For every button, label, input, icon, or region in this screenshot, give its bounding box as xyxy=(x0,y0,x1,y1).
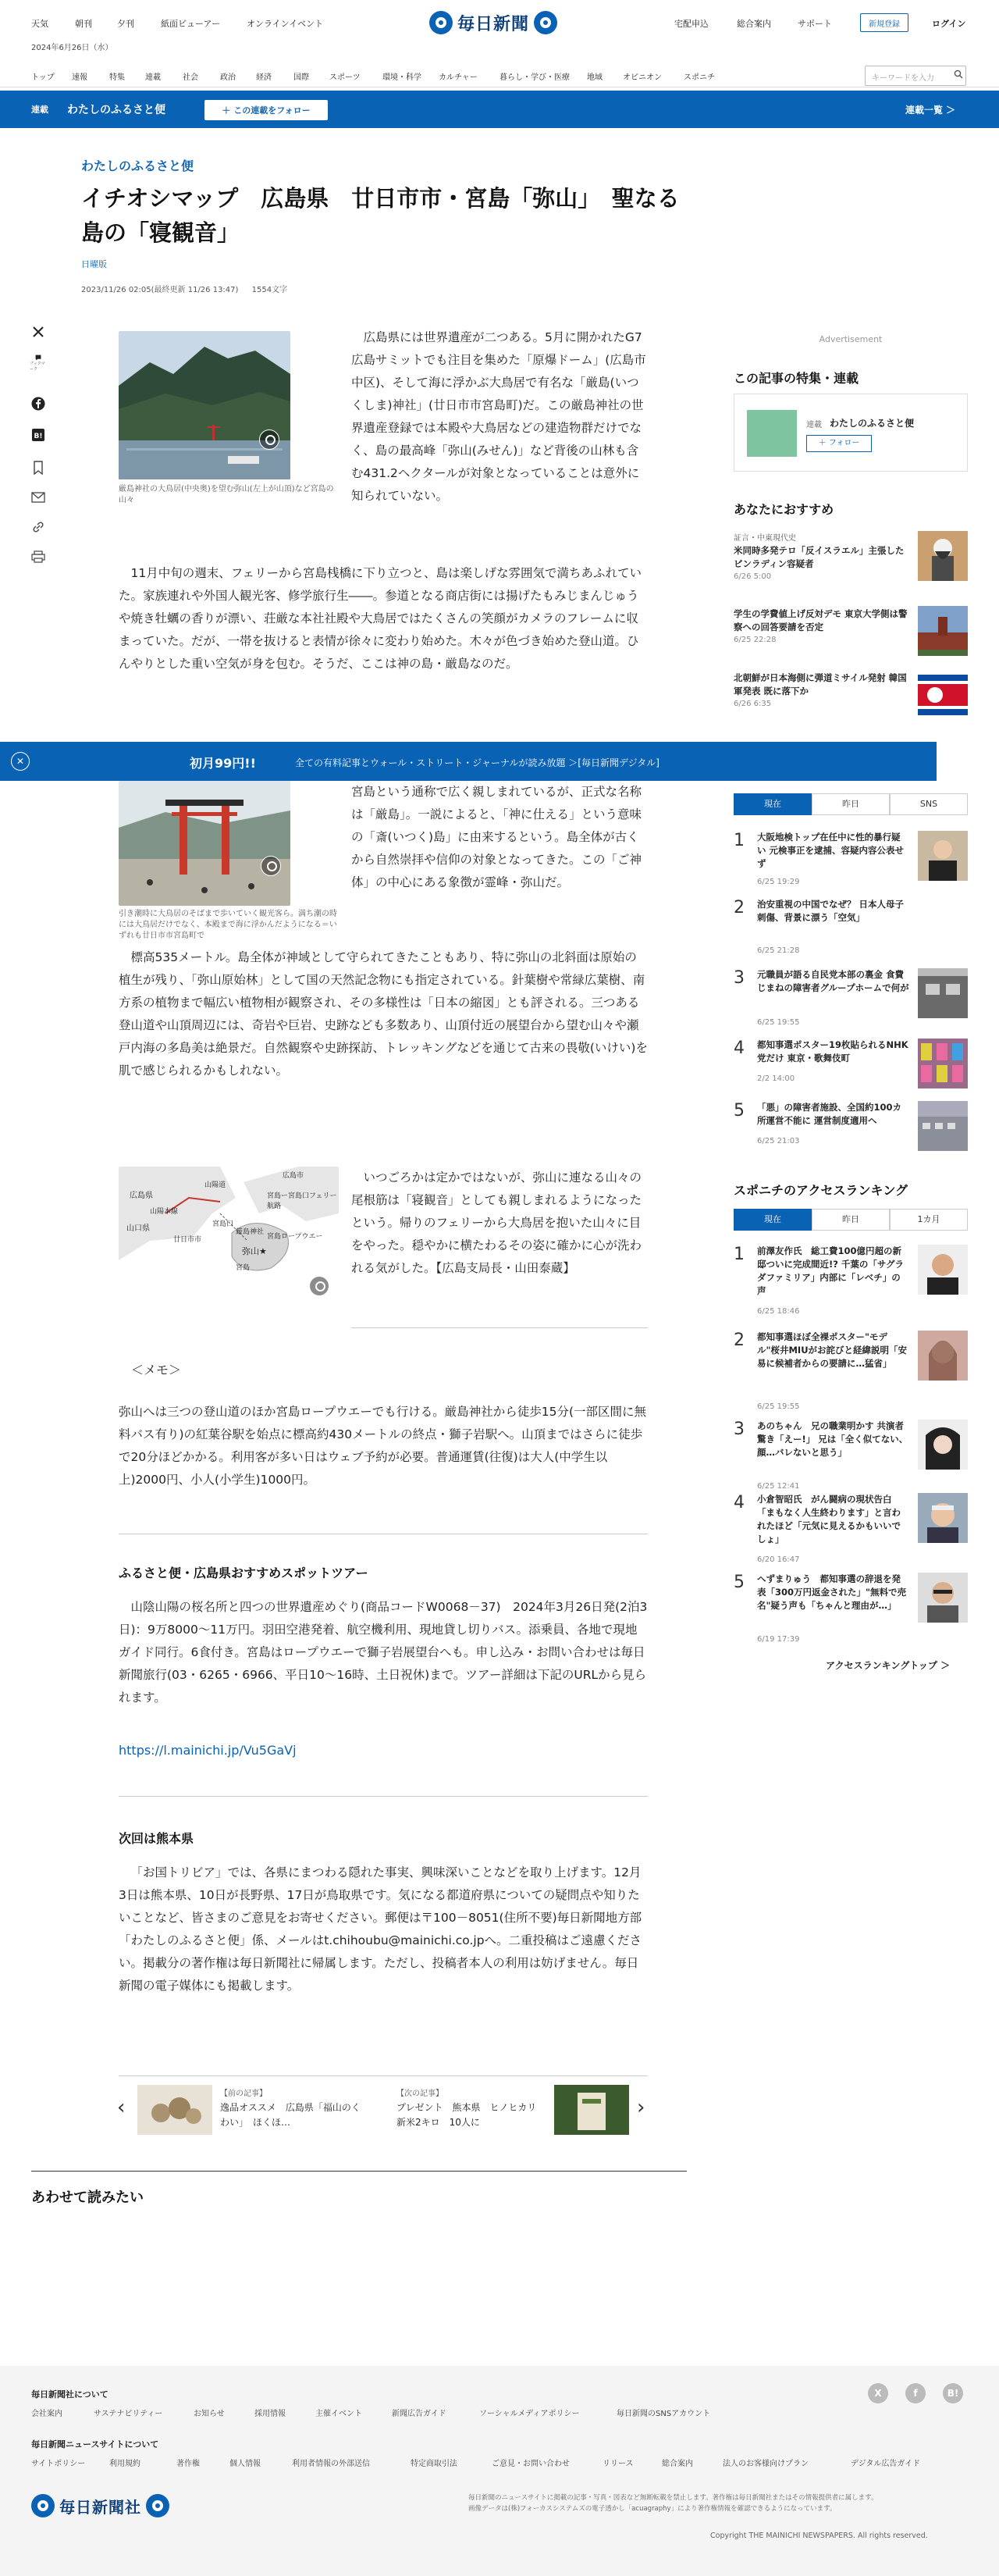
logo-mark-icon xyxy=(146,2494,169,2517)
search-icon[interactable] xyxy=(954,69,963,79)
next-text: 「お国トリビア」では、各県にまつわる隠れた事実、興味深いことなどを取り上げます。12月3日は熊本県、10日が長野県、17日が鳥取県です。気になる都道府県についての疑問点や知りたいことなど、皆さまのご意見をお寄せください。郵便は〒100－8051(住所不要)毎日新聞地方部「わたしのふるさと便」係、メールはt.chihoubu@mainichi.co.jpへ。二重投稿はご遠慮ください。掲載分の著作権は毎日新聞社に帰属します。ただし、投稿者本人の利用は妨げません。毎日新聞の電子媒体にも掲載します。 xyxy=(119,1865,642,1993)
nav-top[interactable]: トップ xyxy=(31,73,55,82)
footer-link[interactable]: 特定商取引法 xyxy=(411,2460,457,2468)
divider xyxy=(31,2171,687,2172)
divider xyxy=(119,1796,648,1797)
x-share-icon[interactable] xyxy=(30,323,47,340)
guide-link[interactable]: 総合案内 xyxy=(737,19,771,29)
nav-economy[interactable]: 経済 xyxy=(256,73,272,82)
torii-gate-photo[interactable] xyxy=(119,781,290,906)
footer-link[interactable]: 個人情報 xyxy=(229,2460,261,2468)
logo-mark-icon xyxy=(31,2494,55,2517)
facebook-share-icon[interactable] xyxy=(30,395,47,412)
nav-culture[interactable]: カルチャー xyxy=(439,73,478,82)
divider xyxy=(351,1327,648,1328)
prev-label: 【前の記事】 xyxy=(220,2090,267,2098)
copyright: Copyright THE MAINICHI NEWSPAPERS. All rights reserved. xyxy=(710,2531,928,2540)
login-link[interactable]: ログイン xyxy=(932,19,966,29)
photo2-caption: 引き潮時に大鳥居のそばまで歩いていく観光客ら。満ち潮の時には大鳥居だけでなく、本殿まで海に浮かんだようになる＝いずれも廿日市市宮島町で xyxy=(119,910,337,940)
footer-logo[interactable]: 毎日新聞社 xyxy=(31,2494,169,2517)
paragraph-1: 広島県には世界遺産が二つある。5月に開かれたG7広島サミットでも注目を集めた「原爆ドーム」(広島市中区)、そして海に浮かぶ大鳥居で有名な「厳島(いつくしま)神社」(廿日市市宮島町)だ。この厳島神社の世界遺産登録では本殿や大鳥居などの建造物群だけでなく、島の最高峰「弥山(みせん)」など背後の山林も含む431.2ヘクタールが対象となっていることは意外に知られていない。 xyxy=(351,330,646,503)
svg-text:B!: B! xyxy=(34,433,43,440)
series-label: 連載 xyxy=(31,105,48,115)
promo-text[interactable]: 全ての有料記事とウォール・ストリート・ジャーナルが読み放題 ＞[毎日新聞デジタル] xyxy=(295,757,659,768)
miyajima-mountains-photo[interactable] xyxy=(119,331,290,479)
char-count: 1554文字 xyxy=(251,286,288,294)
footer-notice: 毎日新聞のニュースサイトに掲載の記事・写真・図表など無断転載を禁止します。著作権は毎日新聞社またはその情報提供者に属します。 画像データは(株)フォーカスシステムズの電子透かし「acuagraphy」により著作権情報を確認できるようになっています。 xyxy=(468,2494,878,2513)
ranking-item[interactable]: 2 治安重視の中国でなぜ？ 日本人母子刺傷、背景に漂う「空気」 6/25 21:28 xyxy=(734,898,905,955)
zoom-icon[interactable] xyxy=(261,856,281,876)
nav-series[interactable]: 連載 xyxy=(145,73,161,82)
footer-link[interactable]: 利用者情報の外部送信 xyxy=(292,2460,370,2468)
ranking-tabs xyxy=(734,793,968,815)
sponichi-heading: スポニチのアクセスランキング xyxy=(734,1183,908,1198)
zoom-icon[interactable] xyxy=(309,1276,329,1296)
sponichi-item[interactable]: 4 小倉智昭氏 がん闘病の現状告白「まもなく人生終わります」と言われたほど「元気に見えるかもいいでしょ」 6/20 16:47 xyxy=(734,1493,968,1563)
top-bar xyxy=(0,0,999,44)
nav-sponichi[interactable]: スポニチ xyxy=(684,73,715,82)
chevron-left-icon[interactable]: ‹ xyxy=(117,2096,126,2119)
link-copy-icon[interactable] xyxy=(30,518,47,536)
memo-text: 弥山へは三つの登山道のほか宮島ロープウエーでも行ける。厳島神社から徒歩15分(一部区間に無料バス有り)の紅葉谷駅を始点に標高約430メートルの終点・獅子岩駅へ。山頂まではさらに徒歩で20分ほどかかる。利用客が多い日はウェブ予約が必要。普通運賃(往復)は大人(中学生以上)2000円、小人(小学生)1000円。 xyxy=(119,1405,646,1487)
feature-thumb xyxy=(747,410,797,457)
series-list-link[interactable]: 連載一覧 ＞ xyxy=(905,105,956,116)
footer-site-heading: 毎日新聞ニュースサイトについて xyxy=(31,2439,159,2450)
sponichi-item[interactable]: 2 都知事選ほぼ全裸ポスター"モデル"桜井MIUがお詫びと経緯説明「安易に候補者からの要請に…猛省」 6/25 19:55 xyxy=(734,1331,968,1409)
facebook-social-icon[interactable]: f xyxy=(905,2383,926,2403)
area-map[interactable]: 広島県 山口県 山陽本線 宮島口 宮島ー宮島口フェリー航路 広島市 厳島神社 弥山★ 宮島 宮島ロープウエー 廿日市市 山陽道 xyxy=(119,1167,339,1307)
follow-series-button[interactable]: ＋ この連載をフォロー xyxy=(204,100,328,120)
article-tag[interactable]: 日曜版 xyxy=(81,259,107,269)
tab-yesterday[interactable]: 昨日 xyxy=(812,1209,890,1231)
footer-link[interactable]: 法人のお客様向けプラン xyxy=(723,2460,809,2468)
date-line: 2024年6月26日（水） xyxy=(31,44,113,52)
recommend-heading: あなたにおすすめ xyxy=(734,502,834,517)
footer xyxy=(0,2366,999,2576)
feature-heading: この記事の特集・連載 xyxy=(734,371,859,386)
footer-link[interactable]: ご意見・お問い合わせ xyxy=(492,2460,570,2468)
hatena-bookmark-icon[interactable]: ブックマーク xyxy=(30,355,47,372)
feature-follow-button[interactable]: ＋ フォロー xyxy=(806,435,872,452)
nav-society[interactable]: 社会 xyxy=(183,73,198,82)
print-icon[interactable] xyxy=(30,548,47,565)
footer-link[interactable]: 会社案内 xyxy=(31,2410,62,2418)
register-button[interactable]: 新規登録 xyxy=(860,13,908,32)
morning-edition-link[interactable]: 朝刊 xyxy=(75,19,92,29)
support-link[interactable]: サポート xyxy=(798,19,832,29)
footer-link[interactable]: 新聞広告ガイド xyxy=(392,2410,446,2418)
sponichi-item[interactable]: 1 前澤友作氏 総工費100億円超の新邸ついに完成間近!? 千葉の「サグラダファミリア」内部に「レベチ」の声 6/25 18:46 xyxy=(734,1245,968,1315)
sponichi-item[interactable]: 5 へずまりゅう 都知事選の辞退を発表「300万円返金された」"無料で売名"疑う声も「ちゃんと理由が…」 6/19 17:39 xyxy=(734,1573,968,1643)
footer-link[interactable]: 主催イベント xyxy=(315,2410,362,2418)
nav-breaking[interactable]: 速報 xyxy=(72,73,87,82)
photo1-caption: 厳島神社の大鳥居(中央奥)を望む弥山(左上が山頂)など宮島の山々 xyxy=(119,485,334,504)
footer-link[interactable]: リリース xyxy=(603,2460,634,2468)
footer-link[interactable]: サイトポリシー xyxy=(31,2460,86,2468)
promo-price: 初月99円!! xyxy=(190,756,256,771)
logo-mark-icon xyxy=(429,11,453,34)
next-heading: 次回は熊本県 xyxy=(119,1831,194,1846)
series-name[interactable]: わたしのふるさと便 xyxy=(67,104,165,116)
prev-article-thumb[interactable] xyxy=(137,2085,212,2135)
tab-now[interactable]: 現在 xyxy=(734,1209,812,1231)
mail-icon[interactable] xyxy=(30,489,47,506)
article-meta xyxy=(81,283,298,294)
footer-link[interactable]: お知らせ xyxy=(194,2410,225,2418)
tab-yesterday[interactable]: 昨日 xyxy=(812,793,890,815)
nav-region[interactable]: 地域 xyxy=(587,73,603,82)
footer-about-heading: 毎日新聞社について xyxy=(31,2389,108,2400)
paragraph-5: いつごろかは定かではないが、弥山に連なる山々の尾根筋は「寝観音」としても親しまれるようになったという。帰りのフェリーから大鳥居を抱いた山々に目をやった。穏やかに横たわるその姿に確かに心が洗われる気がした。【広島支局長・山田泰蔵】 xyxy=(351,1170,642,1275)
sponichi-tabs xyxy=(734,1209,968,1231)
paper-viewer-link[interactable]: 紙面ビューアー xyxy=(161,19,221,29)
footer-link[interactable]: デジタル広告ガイド xyxy=(851,2460,921,2468)
hatena-social-icon[interactable]: B! xyxy=(943,2383,963,2403)
tour-heading: ふるさと便・広島県おすすめスポットツアー xyxy=(119,1566,368,1580)
feature-name[interactable]: わたしのふるさと便 xyxy=(830,418,915,429)
weather-link[interactable]: 天気 xyxy=(31,19,48,29)
nav-feature[interactable]: 特集 xyxy=(109,73,125,82)
site-logo[interactable]: 毎日新聞 xyxy=(429,9,571,36)
footer-link[interactable]: サステナビリティー xyxy=(94,2410,163,2418)
delivery-link[interactable]: 宅配申込 xyxy=(674,19,709,29)
chevron-right-icon[interactable]: › xyxy=(637,2096,645,2119)
logo-mark-icon xyxy=(534,11,557,34)
article-kicker[interactable]: わたしのふるさと便 xyxy=(81,159,194,173)
subscription-banner[interactable] xyxy=(0,742,937,781)
recommend-item[interactable]: 北朝鮮が日本海側に弾道ミサイル発射 韓国軍発表 既に落下か 6/26 6:35 xyxy=(734,670,968,725)
tour-url-link[interactable]: https://l.mainichi.jp/Vu5GaVj xyxy=(119,1743,297,1758)
footer-link[interactable]: 利用規約 xyxy=(109,2460,140,2468)
next-label: 【次の記事】 xyxy=(396,2090,443,2098)
online-event-link[interactable]: オンラインイベント xyxy=(247,19,324,29)
ranking-item[interactable]: 5 「悪」の障害者施設、全国約100カ所運営不能に 運営制度適用へ 6/25 21:03 xyxy=(734,1101,968,1156)
tab-sns[interactable]: SNS xyxy=(890,793,968,815)
blogger-share-icon[interactable] xyxy=(30,426,47,444)
search-input[interactable]: キーワードを入力 xyxy=(865,66,966,86)
zoom-icon[interactable] xyxy=(259,429,279,450)
divider xyxy=(119,2075,648,2076)
paragraph-2: 11月中旬の週末、フェリーから宮島桟橋に下り立つと、島は楽しげな雰囲気で満ちあふれていた。家族連れや外国人観光客、修学旅行生――。参道となる商店街には揚げたもみじまんじゅうや焼き牡蠣の香りが漂い、荘厳な本社社殿や大鳥居ではたくさんの笑顔がカメラのフレームに収まっていた。だが、一帯を抜けると表情が徐々に変わり始めた。木々が色づき始めた登山道。ひんやりとした重い空気が身を包む。そうだ、ここは神の島・厳島なのだ。 xyxy=(119,566,642,671)
nav-international[interactable]: 国際 xyxy=(293,73,309,82)
next-article-thumb[interactable] xyxy=(554,2085,629,2135)
paragraph-4: 標高535メートル。島全体が神域として守られてきたこともあり、特に弥山の北斜面は原始の植生が残り、「弥山原始林」として国の天然記念物にも指定されている。針葉樹や常緑広葉樹、南方系の植物まで幅広い植物相が観察され、その多様性は「日本の縮図」とも評される。三つある登山道や山頂周辺には、奇岩や巨岩、史跡なども多数あり、山頂付近の展望台から望む山々や瀬戸内海の多島美は絶景だ。自然観察や史跡探訪、トレッキングなどを通じて古来の畏敬(いけい)を肌で感じられるかもしれない。 xyxy=(119,950,648,1078)
ranking-item[interactable]: 3 元職員が語る自民党本部の裏金 食費じまねの障害者グループホームで何が 6/25 19:55 xyxy=(734,968,968,1023)
x-social-icon[interactable]: X xyxy=(868,2383,888,2403)
memo-heading: ＜メモ＞ xyxy=(131,1363,182,1377)
sponichi-item[interactable]: 3 あのちゃん 兄の職業明かす 共演者驚き「えー!」 兄は「全く似てない、顔…バレないと思う」 6/25 12:41 xyxy=(734,1420,968,1490)
nav-life[interactable]: 暮らし・学び・医療 xyxy=(500,73,570,82)
paragraph-3: 宮島という通称で広く親しまれているが、正式な名称は「厳島」。一説によると、「神に仕える」という意味の「斎(いつく)島」に由来するという。島全体が古くから自然崇拝や信仰の対象となってきた。この「ご神体」の中心にある象徴が霊峰・弥山だ。 xyxy=(351,785,642,889)
nav-science[interactable]: 環境・科学 xyxy=(382,73,421,82)
evening-edition-link[interactable]: 夕刊 xyxy=(117,19,134,29)
next-article-link[interactable]: プレゼント 熊本県 ヒノヒカリ新米2キロ 10人に xyxy=(396,2102,537,2128)
nav-politics[interactable]: 政治 xyxy=(220,73,236,82)
feature-card[interactable]: 連載 わたしのふるさと便 ＋ フォロー xyxy=(734,394,968,472)
close-icon[interactable]: ✕ xyxy=(11,752,30,771)
nav-sports[interactable]: スポーツ xyxy=(329,73,361,82)
footer-link[interactable]: 採用情報 xyxy=(254,2410,286,2418)
recommend-item[interactable]: 学生の学費値上げ反対デモ 東京大学側は警察への回答要請を否定 6/25 22:28 xyxy=(734,606,968,661)
footer-link[interactable]: 毎日新聞のSNSアカウント xyxy=(617,2410,711,2418)
published-time: 2023/11/26 02:05(最終更新 11/26 13:47) xyxy=(81,286,239,294)
article-title: イチオシマップ 広島県 廿日市市・宮島「弥山」 聖なる島の「寝観音」 xyxy=(81,185,680,246)
recommend-item[interactable]: 証言・中東現代史 米同時多発テロ「反イスラエル」主張したビンラディン容疑者 6/26 5:00 xyxy=(734,531,968,586)
series-bar xyxy=(0,91,999,128)
sponichi-more-link[interactable]: アクセスランキングトップ ＞ xyxy=(826,1660,951,1671)
related-heading: あわせて読みたい xyxy=(31,2189,144,2206)
advertisement-label: Advertisement xyxy=(819,334,883,344)
prev-article-link[interactable]: 逸品オススメ 広島県「福山のくわい」 ほくほ… xyxy=(220,2102,361,2128)
footer-link[interactable]: ソーシャルメディアポリシー xyxy=(479,2410,580,2418)
tab-month[interactable]: 1カ月 xyxy=(890,1209,968,1231)
ranking-item[interactable]: 1 大阪地検トップ在任中に性的暴行疑い 元検事正を逮捕、容疑内容公表せず 6/25 19:29 xyxy=(734,831,968,885)
footer-link[interactable]: 総合案内 xyxy=(662,2460,693,2468)
footer-link[interactable]: 著作権 xyxy=(176,2460,200,2468)
tour-text: 山陰山陽の桜名所と四つの世界遺産めぐり(商品コードW0068－37) 2024年3月26日発(2泊3日)：9万8000～11万円。羽田空港発着、航空機利用、現地貸し切りバス。添乗員、各地で現地ガイド同行。6食付き。宮島はロープウエーで獅子岩展望台へも。申し込み・お問い合わせは毎日新聞旅行(03・6265・6966、平日10～16時、土日祝休)まで。ツアー詳細は下記のURLから見られます。 xyxy=(119,1600,648,1705)
ranking-item[interactable]: 4 都知事選ポスター19枚貼られるNHK党だけ 東京・歌舞伎町 2/2 14:00 xyxy=(734,1039,968,1093)
tab-now[interactable]: 現在 xyxy=(734,793,812,815)
bookmark-icon[interactable] xyxy=(30,459,47,476)
nav-opinion[interactable]: オピニオン xyxy=(623,73,662,82)
category-nav xyxy=(0,66,999,87)
